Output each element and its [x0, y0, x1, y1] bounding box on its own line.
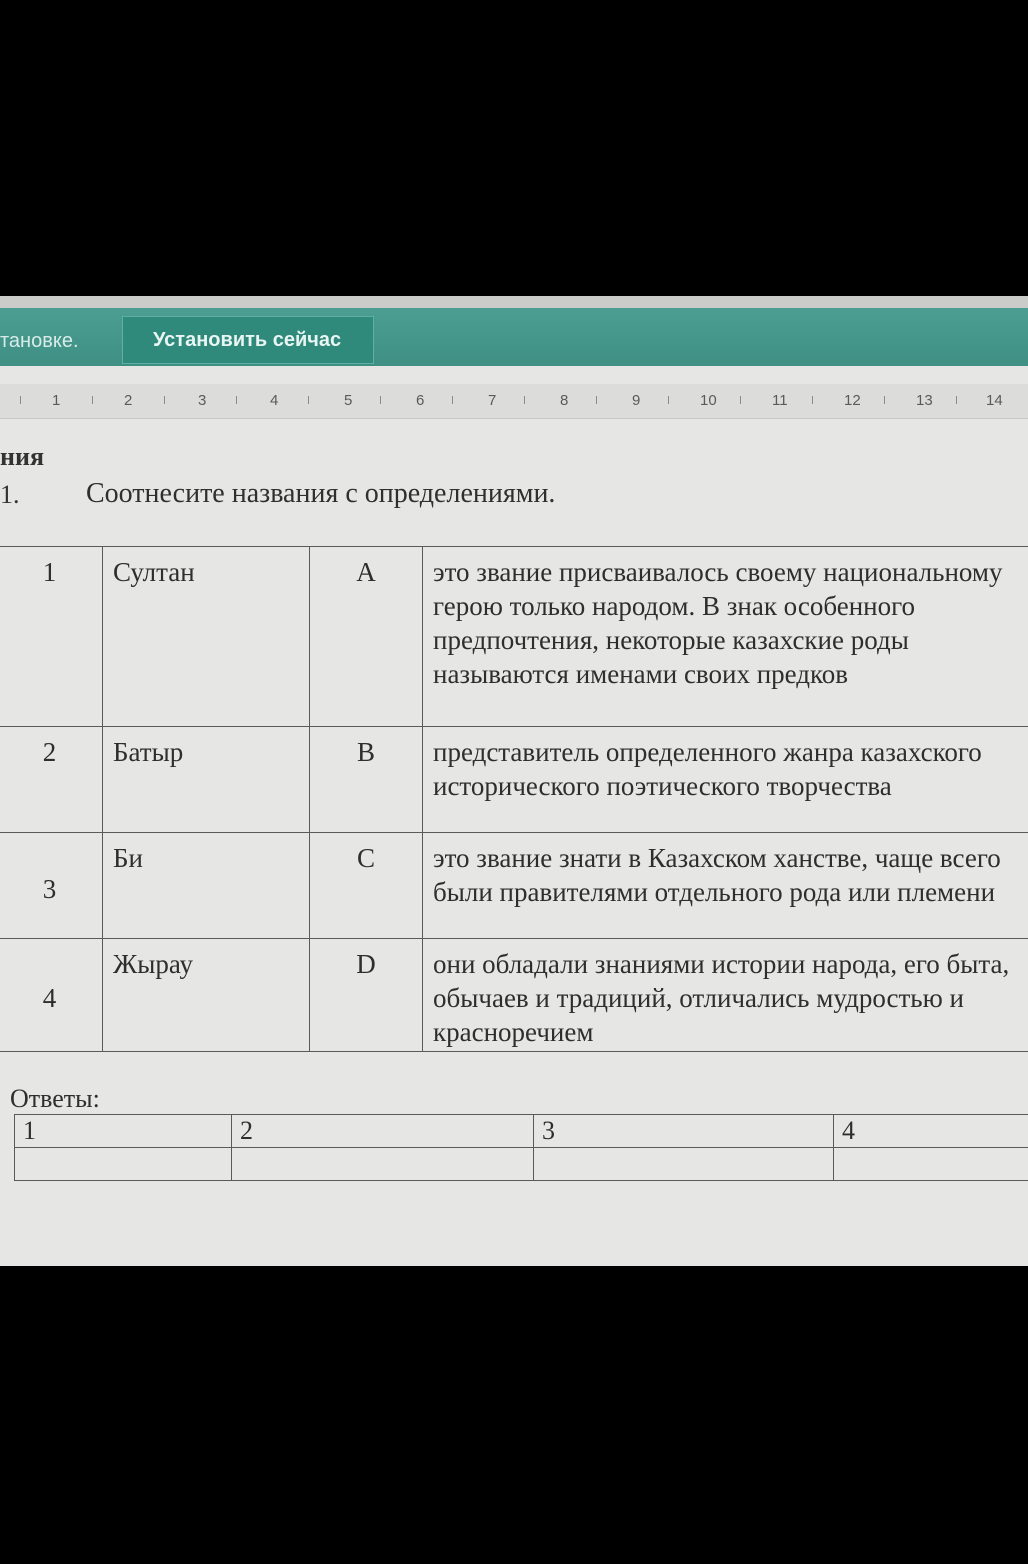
answers-table	[14, 1114, 1028, 1181]
definition-cell: это звание присваивалось своему национальному герою только народом. В знак особенного предпочтения, некоторые казахские роды называются именами своих предков	[423, 547, 1028, 727]
ruler-number: 12	[844, 392, 861, 409]
ruler-number: 5	[344, 392, 353, 409]
ruler[interactable]	[0, 384, 1028, 419]
ruler-tick	[956, 396, 957, 404]
ruler-tick	[740, 396, 741, 404]
ruler-tick	[596, 396, 597, 404]
ruler-tick	[668, 396, 669, 404]
definition-cell: это звание знати в Казахском ханстве, чаще всего были правителями отдельного рода или племени	[423, 833, 1028, 939]
section-heading-fragment: ния	[0, 442, 45, 471]
table-row	[0, 939, 1028, 1052]
term-cell: Батыр	[103, 727, 310, 833]
definition-cell: представитель определенного жанра казахского исторического поэтического творчества	[423, 727, 1028, 833]
answer-cell[interactable]	[232, 1148, 534, 1181]
ruler-tick	[380, 396, 381, 404]
task-title: Соотнесите названия с определениями.	[86, 478, 556, 509]
ruler-number: 4	[270, 392, 279, 409]
answers-input-row	[15, 1148, 1028, 1181]
ruler-number: 3	[198, 392, 207, 409]
ruler-number: 8	[560, 392, 569, 409]
ruler-tick	[524, 396, 525, 404]
ruler-number: 1	[52, 392, 61, 409]
answer-header: 1	[15, 1115, 232, 1148]
install-banner	[0, 296, 1028, 366]
row-number: 4	[0, 939, 103, 1052]
table-row	[0, 833, 1028, 939]
letter-cell: A	[310, 547, 423, 727]
ruler-tick	[20, 396, 21, 404]
ruler-number: 2	[124, 392, 133, 409]
ruler-number: 11	[772, 392, 788, 409]
table-row	[0, 727, 1028, 833]
letter-cell: C	[310, 833, 423, 939]
answer-header: 2	[232, 1115, 534, 1148]
ruler-number: 6	[416, 392, 425, 409]
answer-header: 3	[534, 1115, 834, 1148]
ruler-tick	[812, 396, 813, 404]
matching-table	[0, 546, 1028, 1052]
row-number: 1	[0, 547, 103, 727]
row-number: 2	[0, 727, 103, 833]
banner-text: тановке.	[0, 330, 79, 352]
ruler-tick	[164, 396, 165, 404]
answers-header-row	[15, 1115, 1028, 1148]
ruler-number: 13	[916, 392, 933, 409]
answer-cell[interactable]	[15, 1148, 232, 1181]
answers-label: Ответы:	[10, 1084, 100, 1113]
ruler-tick	[452, 396, 453, 404]
ruler-number: 10	[700, 392, 717, 409]
answer-header: 4	[834, 1115, 1028, 1148]
install-now-button[interactable]: Установить сейчас	[122, 316, 374, 364]
ruler-number: 9	[632, 392, 641, 409]
ruler-number: 14	[986, 392, 1003, 409]
ruler-tick	[236, 396, 237, 404]
term-cell: Жырау	[103, 939, 310, 1052]
task-number: 1.	[0, 480, 20, 509]
ruler-tick	[884, 396, 885, 404]
letter-cell: D	[310, 939, 423, 1052]
term-cell: Султан	[103, 547, 310, 727]
ruler-number: 7	[488, 392, 497, 409]
ruler-tick	[92, 396, 93, 404]
ruler-tick	[308, 396, 309, 404]
term-cell: Би	[103, 833, 310, 939]
document-screen	[0, 296, 1028, 1266]
letter-cell: B	[310, 727, 423, 833]
answer-cell[interactable]	[534, 1148, 834, 1181]
table-row	[0, 547, 1028, 727]
answer-cell[interactable]	[834, 1148, 1028, 1181]
definition-cell: они обладали знаниями истории народа, его быта, обычаев и традиций, отличались мудростью и красноречием	[423, 939, 1028, 1052]
row-number: 3	[0, 833, 103, 939]
